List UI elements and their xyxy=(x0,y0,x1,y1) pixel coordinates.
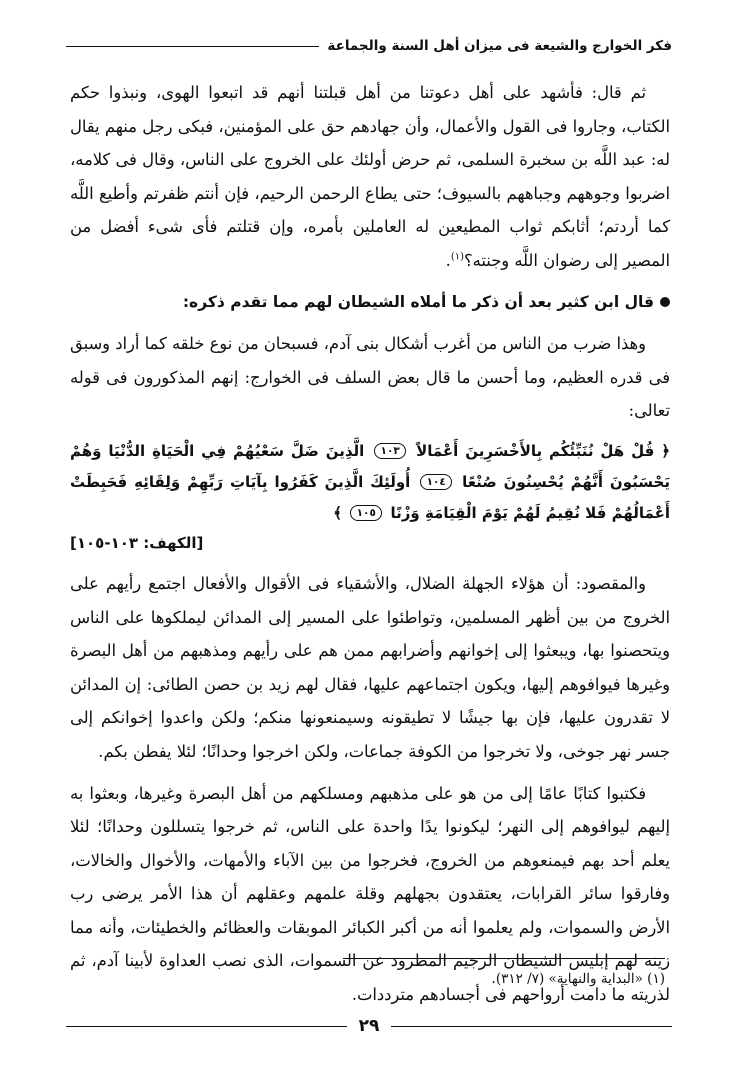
page-body xyxy=(70,76,670,1020)
quran-reference: [الكهف: ١٠٣-١٠٥] xyxy=(70,533,204,552)
bullet-icon xyxy=(660,297,670,307)
page-footer xyxy=(66,1013,672,1039)
paragraph-2: وهذا ضرب من الناس من أغرب أشكال بنى آدم، فسبحان من نوع خلقه كما أراد وسبق فى قدره العظيم، وما أحسن ما قال بعض السلف فى الخوارج: إنهم المذكورون فى قوله تعالى: xyxy=(70,334,670,421)
paragraph-1 xyxy=(70,76,670,278)
section-heading xyxy=(70,286,670,320)
footer-rule-left xyxy=(66,1026,347,1027)
paragraph-4: فكتبوا كتابًا عامًا إلى من هو على مذهبهم ومسلكهم من أهل البصرة وغيرها، وبعثوا به إليهم ليوافوهم إلى النهر؛ ليكونوا يدًا واحدة على الناس، ثم خرجوا يتسللون وحدانًا؛ لئلا يعلم أحد بهم فيمنعوهم من الخروج، فخرجوا من بين الآباء والأمهات، والأخوال والخالات، وفارقوا سائر القرابات، يعتقدون بجهلهم وقلة علمهم وعقلهم أن هذا الأمر يرضى رب الأرض والسموات، ولم يعلموا أنه من أكبر الكبائر الموبقات والعظائم والخطيئات، وأنه مما زينه لهم إبليس الشيطان الرجيم المطرود عن السموات، الذى نصب العداوة لأبينا آدم، ثم لذريته ما دامت أرواحهم فى أجسادهم مترددات. xyxy=(70,783,670,1005)
header-rule xyxy=(66,46,319,47)
footnote-divider xyxy=(343,958,665,959)
footnote: (١) «البداية والنهاية» (٧/ ٣١٢). xyxy=(491,971,665,987)
page-number: ٢٩ xyxy=(358,1016,380,1036)
paragraph-1-text: ثم قال: فأشهد على أهل دعوتنا من أهل قبلتنا أنهم قد اتبعوا الهوى، ونبذوا حكم الكتاب، وجاروا فى القول والأعمال، وأن جهادهم حق على المؤمنين، فبكى رجل منهم يقال له: عبد اللَّه بن سخبرة السلمى، ثم حرض أولئك على الخروج على الناس، وقال فى كلامه، اضربوا وجوههم وجباههم بالسيوف؛ حتى يطاع الرحمن الرحيم، فإن أنتم ظفرتم وأطيع اللَّه كما أردتم؛ أثابكم ثواب المطيعين له العاملين بأمره، وإن قتلتم فأى شىء أفضل من المصير إلى رضوان اللَّه وجنته؟ xyxy=(70,83,670,270)
quran-verses xyxy=(70,436,670,529)
paragraph-1-end: . xyxy=(445,250,451,270)
verse-103: قُلْ هَلْ نُنَبِّئُكُم بِالأَخْسَرِينَ أَعْمَالاً xyxy=(416,441,655,460)
running-header xyxy=(66,34,672,58)
quran-open-bracket: ﴿ xyxy=(661,441,670,460)
verse-105: أُولَئِكَ الَّذِينَ كَفَرُوا بِآيَاتِ رَبِّهِمْ وَلِقَائِهِ فَحَبِطَتْ أَعْمَالُهُمْ فَلا نُقِيمُ لَهُمْ يَوْمَ الْقِيَامَةِ وَزْنًا xyxy=(70,472,670,522)
quran-close-bracket: ﴾ xyxy=(333,503,343,522)
running-header-title: فكر الخوارج والشيعة فى ميزان أهل السنة والجماعة xyxy=(327,38,672,54)
verse-number-105: ١٠٥ xyxy=(350,505,382,521)
paragraph-3: والمقصود: أن هؤلاء الجهلة الضلال، والأشقياء فى الأقوال والأفعال اجتمع رأيهم على الخروج من بين أظهر المسلمين، وتواطئوا على المسير إلى المدائن ليملكوها على الناس ويتحصنوا بها، ويبعثوا إلى إخوانهم وأضرابهم ممن هم على رأيهم ومذهبهم من أهل البصرة وغيرها فيوافوهم إليها، ويكون اجتماعهم عليها، فقال لهم زيد بن حصن الطائى: إن المدائن لا تقدرون عليها، فإن بها جيشًا لا تطيقونه وسيمنعونها منكم؛ ولكن واعدوا إخوانكم إلى جسر نهر جوخى، ولا تخرجوا من الكوفة جماعات، ولكن اخرجوا وحدانًا؛ لئلا يفطن بكم. xyxy=(70,573,670,761)
footnote-marker: (١) xyxy=(450,251,465,263)
verse-number-104: ١٠٤ xyxy=(420,474,452,490)
verse-104: الَّذِينَ ضَلَّ سَعْيُهُمْ فِي الْحَيَاةِ الدُّنْيَا وَهُمْ يَحْسَبُونَ أَنَّهُمْ يُحْسِنُونَ صُنْعًا xyxy=(70,441,670,491)
verse-number-103: ١٠٣ xyxy=(374,443,406,459)
section-heading-text: قال ابن كثير بعد أن ذكر ما أملاه الشيطان لهم مما تقدم ذكره: xyxy=(182,292,654,311)
footer-rule-right xyxy=(391,1026,672,1027)
